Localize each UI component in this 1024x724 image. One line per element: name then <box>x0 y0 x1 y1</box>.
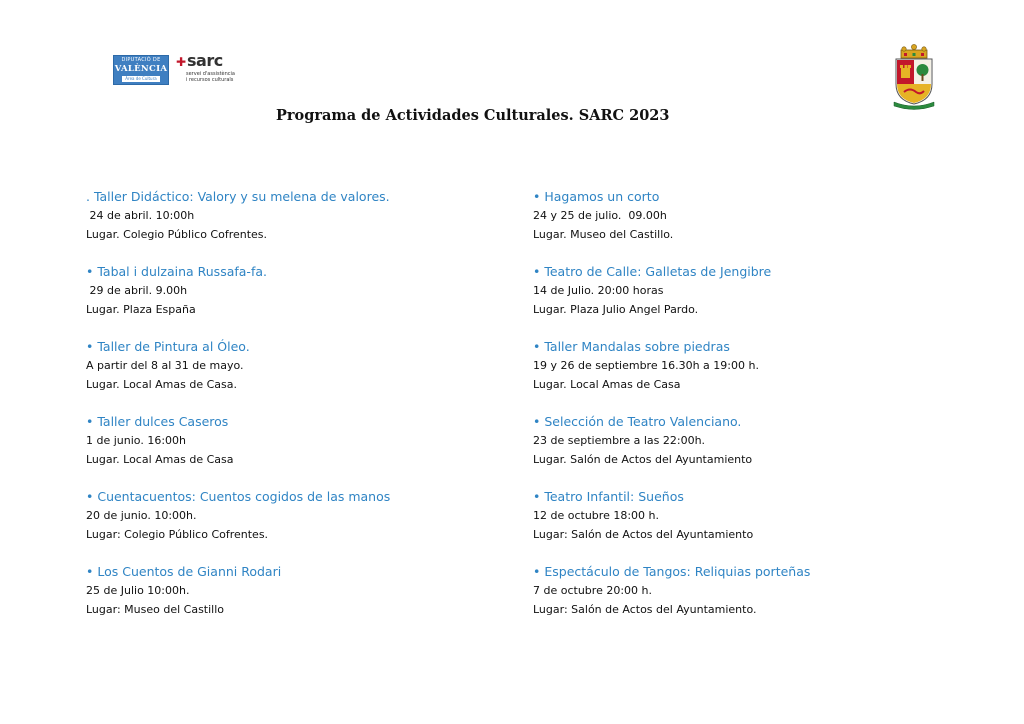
activity-title: • Taller Mandalas sobre piedras <box>533 339 730 354</box>
page-title: Programa de Actividades Culturales. SARC 2023 <box>276 107 670 124</box>
activity-date: A partir del 8 al 31 de mayo. <box>86 359 244 372</box>
activity-place: Lugar. Plaza Julio Angel Pardo. <box>533 303 699 316</box>
activity-item <box>86 562 526 637</box>
activity-title: • Selección de Teatro Valenciano. <box>533 414 742 429</box>
activity-title: • Taller dulces Caseros <box>86 414 229 429</box>
logo-dip-line2: VALÈNCIA <box>114 64 168 74</box>
activity-item <box>533 412 973 487</box>
activity-title: • Teatro Infantil: Sueños <box>533 489 684 504</box>
activity-date: 12 de octubre 18:00 h. <box>533 509 659 522</box>
activity-date: 1 de junio. 16:00h <box>86 434 186 447</box>
activity-item <box>533 262 973 337</box>
activity-date: 19 y 26 de septiembre 16.30h a 19:00 h. <box>533 359 759 372</box>
activity-item <box>533 187 973 262</box>
activity-title: • Tabal i dulzaina Russafa-fa. <box>86 264 267 279</box>
sarc-logo <box>176 52 246 88</box>
activity-date: 29 de abril. 9.00h <box>86 284 188 297</box>
activity-item <box>86 337 526 412</box>
activity-title: • Hagamos un corto <box>533 189 660 204</box>
activity-date: 20 de junio. 10:00h. <box>86 509 197 522</box>
activity-item <box>533 487 973 562</box>
activity-date: 25 de Julio 10:00h. <box>86 584 190 597</box>
activity-title: • Espectáculo de Tangos: Reliquias porteñas <box>533 564 811 579</box>
activity-item <box>86 412 526 487</box>
activity-place: Lugar. Local Amas de Casa. <box>86 378 237 391</box>
activity-date: 24 de abril. 10:00h <box>86 209 195 222</box>
sarc-logo-text: sarc <box>187 51 223 70</box>
logo-dip-line1: DIPUTACIÓ DE <box>121 57 161 63</box>
activity-place: Lugar. Plaza España <box>86 303 196 316</box>
activity-title: • Cuentacuentos: Cuentos cogidos de las manos <box>86 489 391 504</box>
activity-place: Lugar. Colegio Público Cofrentes. <box>86 228 268 241</box>
activity-place: Lugar: Colegio Público Cofrentes. <box>86 528 269 541</box>
activity-title: • Los Cuentos de Gianni Rodari <box>86 564 282 579</box>
activity-place: Lugar. Local Amas de Casa <box>533 378 681 391</box>
activity-title: • Taller de Pintura al Óleo. <box>86 339 250 354</box>
activity-date: 24 y 25 de julio. 09.00h <box>533 209 667 222</box>
activity-place: Lugar. Salón de Actos del Ayuntamiento <box>533 453 753 466</box>
activity-item <box>533 337 973 412</box>
logo-dip-line3: Àrea de Cultura <box>122 76 160 82</box>
sarc-logo-sub: servei d'assistència i recursos culturals <box>186 71 235 83</box>
sarc-cross-icon: ✚ <box>176 55 187 69</box>
diputacio-valencia-logo <box>113 55 169 85</box>
activity-title: • Teatro de Calle: Galletas de Jengibre <box>533 264 772 279</box>
activity-place: Lugar: Salón de Actos del Ayuntamiento <box>533 528 754 541</box>
activity-item <box>533 562 973 637</box>
activity-place: Lugar: Salón de Actos del Ayuntamiento. <box>533 603 757 616</box>
activity-place: Lugar. Local Amas de Casa <box>86 453 234 466</box>
activity-date: 7 de octubre 20:00 h. <box>533 584 652 597</box>
activity-date: 23 de septiembre a las 22:00h. <box>533 434 706 447</box>
activities-left-column <box>86 187 526 637</box>
activity-place: Lugar: Museo del Castillo <box>86 603 225 616</box>
activity-item <box>86 262 526 337</box>
activity-place: Lugar. Museo del Castillo. <box>533 228 674 241</box>
activity-date: 14 de Julio. 20:00 horas <box>533 284 664 297</box>
activity-item <box>86 187 526 262</box>
activities-right-column <box>533 187 973 637</box>
activity-item <box>86 487 526 562</box>
activity-title: . Taller Didáctico: Valory y su melena de valores. <box>86 189 390 204</box>
municipal-crest-icon <box>890 44 938 110</box>
